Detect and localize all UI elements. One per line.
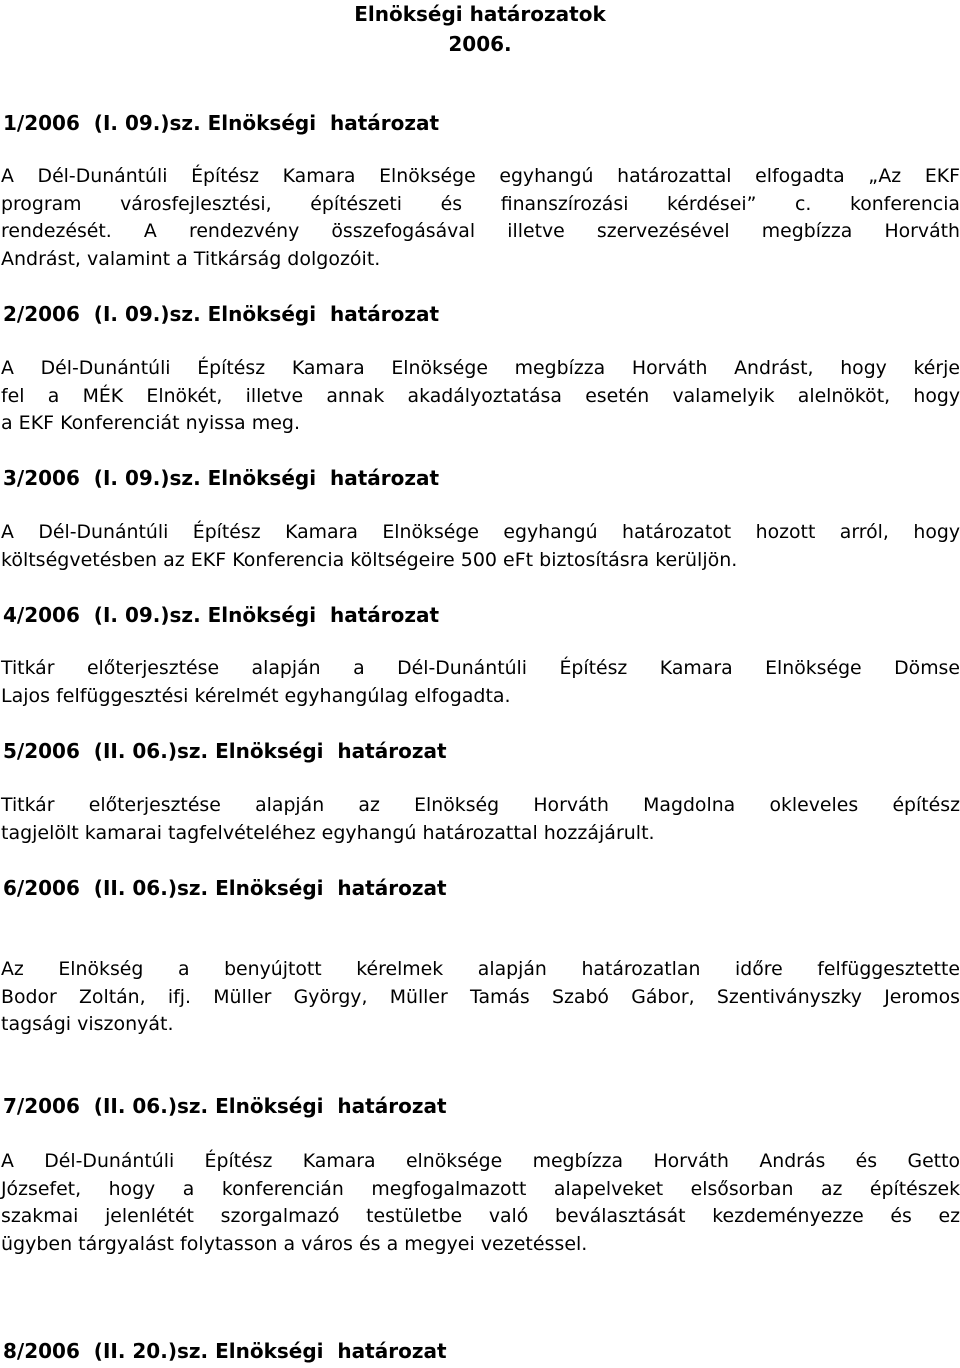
document-title: Elnökségi határozatok: [354, 2, 606, 26]
text-line: tagjelölt kamarai tagfelvételéhez egyhangú határozattal hozzájárult.: [1, 821, 655, 844]
resolution-heading-6: 6/2006 (II. 06.)sz. Elnökségi határozat: [3, 876, 447, 900]
resolution-text-7: [1, 1148, 960, 1258]
text-line: Bodor Zoltán, ifj. Müller György, Müller Tamás Szabó Gábor, Szentiványszky Jeromos: [1, 985, 960, 1008]
text-line: program városfejlesztési, építészeti és finanszírozási kérdései” c. konferencia: [1, 192, 960, 215]
text-line: Lajos felfüggesztési kérelmét egyhangúlag elfogadta.: [1, 684, 511, 707]
resolution-heading-1: 1/2006 (I. 09.)sz. Elnökségi határozat: [3, 111, 440, 135]
text-line: A Dél-Dunántúli Építész Kamara Elnöksége megbízza Horváth Andrást, hogy kérje: [1, 357, 960, 379]
resolution-text-3: [1, 519, 960, 574]
text-line: Titkár előterjesztése alapján a Dél-Dunántúli Építész Kamara Elnöksége Dömse: [1, 657, 960, 679]
text-line: tagsági viszonyát.: [1, 1013, 174, 1035]
resolution-text-5: [1, 792, 960, 847]
text-line: Titkár előterjesztése alapján az Elnökség Horváth Magdolna okleveles építész: [1, 794, 960, 816]
text-line: A Dél-Dunántúli Építész Kamara elnöksége megbízza Horváth András és Getto: [1, 1150, 960, 1172]
resolution-heading-3: 3/2006 (I. 09.)sz. Elnökségi határozat: [3, 466, 440, 490]
text-line: költségvetésben az EKF Konferencia költségeire 500 eFt biztosításra kerüljön.: [1, 548, 738, 571]
text-line: A Dél-Dunántúli Építész Kamara Elnöksége egyhangú határozattal elfogadta „Az EKF: [1, 165, 960, 187]
text-line: a EKF Konferenciát nyissa meg.: [1, 412, 300, 434]
resolution-text-6: [1, 956, 960, 1039]
resolution-text-1: [1, 163, 960, 273]
text-line: rendezését. A rendezvény összefogásával illetve szervezésével megbízza Horváth: [1, 220, 960, 242]
resolution-heading-5: 5/2006 (II. 06.)sz. Elnökségi határozat: [3, 739, 447, 763]
text-line: Józsefet, hogy a konferencián megfogalmazott alapelveket elsősorban az építészek: [1, 1177, 960, 1200]
resolution-heading-2: 2/2006 (I. 09.)sz. Elnökségi határozat: [3, 302, 440, 326]
document-year: 2006.: [448, 32, 512, 56]
resolution-text-2: [1, 355, 960, 438]
resolution-heading-7: 7/2006 (II. 06.)sz. Elnökségi határozat: [3, 1094, 447, 1118]
text-line: Az Elnökség a benyújtott kérelmek alapján határozatlan időre felfüggesztette: [1, 958, 960, 980]
text-line: fel a MÉK Elnökét, illetve annak akadályoztatása esetén valamelyik alelnököt, hogy: [1, 384, 960, 407]
text-line: szakmai jelenlétét szorgalmazó testületbe való beválasztását kezdeményezze és ez: [1, 1205, 960, 1227]
resolution-heading-8: 8/2006 (II. 20.)sz. Elnökségi határozat: [3, 1339, 447, 1363]
text-line: Andrást, valamint a Titkárság dolgozóit.: [1, 247, 381, 270]
resolution-heading-4: 4/2006 (I. 09.)sz. Elnökségi határozat: [3, 603, 440, 627]
resolution-text-4: [1, 655, 960, 710]
text-line: ügyben tárgyalást folytasson a város és a megyei vezetéssel.: [1, 1232, 588, 1255]
text-line: A Dél-Dunántúli Építész Kamara Elnöksége egyhangú határozatot hozott arról, hogy: [1, 521, 960, 543]
